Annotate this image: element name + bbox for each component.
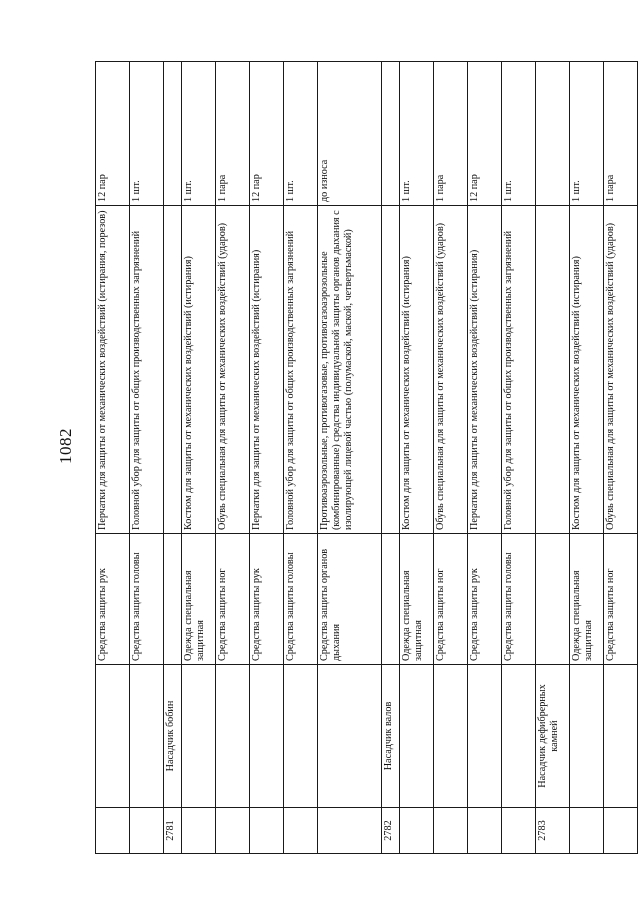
row-number-cell [400, 808, 434, 854]
row-number-cell [284, 808, 318, 854]
table-row [284, 62, 318, 854]
table-row [130, 62, 164, 854]
row-number-cell: 2781 [164, 808, 182, 854]
ppe-item-cell: Головной убор для защиты от общих производственных загрязнений [130, 206, 164, 534]
issue-norm-cell [536, 62, 570, 206]
row-number-cell: 2783 [536, 808, 570, 854]
ppe-category-cell: Средства защиты ног [434, 534, 468, 665]
table-body [96, 62, 638, 854]
row-number-cell [570, 808, 604, 854]
issue-norm-cell: 1 пара [216, 62, 250, 206]
issue-norm-cell: до износа [318, 62, 382, 206]
table-container [95, 62, 616, 854]
ppe-category-cell: Одежда специальная защитная [570, 534, 604, 665]
profession-cell [250, 665, 284, 808]
issue-norm-cell: 1 шт. [570, 62, 604, 206]
ppe-item-cell: Обувь специальная для защиты от механических воздействий (ударов) [604, 206, 638, 534]
profession-cell [130, 665, 164, 808]
table-row [164, 62, 182, 854]
row-number-cell [250, 808, 284, 854]
issue-norm-cell: 1 шт. [400, 62, 434, 206]
profession-cell: Насадчик валов [382, 665, 400, 808]
issue-norm-cell [164, 62, 182, 206]
row-number-cell [468, 808, 502, 854]
ppe-item-cell: Перчатки для защиты от механических воздействий (истирания) [468, 206, 502, 534]
issue-norm-cell: 12 пар [96, 62, 130, 206]
table-row [182, 62, 216, 854]
ppe-item-cell: Противоаэрозольные, противогазовые, противогазоаэрозольные (комбинированные) средства индивидуальной защиты органов дыхания с изолирующей лицевой частью (полумаской, маской, четвертьмаской) [318, 206, 382, 534]
table-row [382, 62, 400, 854]
ppe-category-cell: Средства защиты рук [250, 534, 284, 665]
ppe-item-cell [164, 206, 182, 534]
ppe-category-cell [382, 534, 400, 665]
row-number-cell [604, 808, 638, 854]
ppe-category-cell: Средства защиты головы [130, 534, 164, 665]
profession-cell [318, 665, 382, 808]
profession-cell [502, 665, 536, 808]
row-number-cell [96, 808, 130, 854]
row-number-cell [216, 808, 250, 854]
table-row [468, 62, 502, 854]
profession-cell: Насадчик дефибрерных камней [536, 665, 570, 808]
row-number-cell [318, 808, 382, 854]
ppe-item-cell: Костюм для защиты от механических воздействий (истирания) [400, 206, 434, 534]
profession-cell [182, 665, 216, 808]
ppe-category-cell: Одежда специальная защитная [400, 534, 434, 665]
ppe-item-cell: Головной убор для защиты от общих производственных загрязнений [502, 206, 536, 534]
table-row [250, 62, 284, 854]
issue-norm-cell: 1 шт. [284, 62, 318, 206]
ppe-category-cell [536, 534, 570, 665]
row-number-cell: 2782 [382, 808, 400, 854]
row-number-cell [502, 808, 536, 854]
table-row [604, 62, 638, 854]
row-number-cell [434, 808, 468, 854]
rotated-table-frame [95, 62, 616, 854]
ppe-category-cell: Средства защиты рук [468, 534, 502, 665]
table-row [502, 62, 536, 854]
ppe-item-cell: Обувь специальная для защиты от механических воздействий (ударов) [216, 206, 250, 534]
table-row [570, 62, 604, 854]
ppe-item-cell: Обувь специальная для защиты от механических воздействий (ударов) [434, 206, 468, 534]
issue-norm-cell: 1 шт. [502, 62, 536, 206]
ppe-item-cell: Перчатки для защиты от механических воздействий (истирания, порезов) [96, 206, 130, 534]
table-row [96, 62, 130, 854]
table-row [216, 62, 250, 854]
issue-norm-cell: 1 пара [604, 62, 638, 206]
ppe-category-cell: Одежда специальная защитная [182, 534, 216, 665]
issue-norm-cell: 12 пар [468, 62, 502, 206]
ppe-norms-table [95, 61, 638, 854]
ppe-category-cell: Средства защиты рук [96, 534, 130, 665]
profession-cell: Насадчик бобин [164, 665, 182, 808]
row-number-cell [182, 808, 216, 854]
ppe-category-cell: Средства защиты ног [216, 534, 250, 665]
table-row [536, 62, 570, 854]
profession-cell [570, 665, 604, 808]
ppe-category-cell: Средства защиты органов дыхания [318, 534, 382, 665]
table-row [434, 62, 468, 854]
issue-norm-cell: 1 шт. [182, 62, 216, 206]
ppe-item-cell: Головной убор для защиты от общих производственных загрязнений [284, 206, 318, 534]
profession-cell [96, 665, 130, 808]
profession-cell [284, 665, 318, 808]
ppe-item-cell: Костюм для защиты от механических воздействий (истирания) [182, 206, 216, 534]
table-row [400, 62, 434, 854]
profession-cell [468, 665, 502, 808]
page-number: 1082 [56, 428, 75, 464]
ppe-item-cell: Костюм для защиты от механических воздействий (истирания) [570, 206, 604, 534]
table-row [318, 62, 382, 854]
issue-norm-cell [382, 62, 400, 206]
profession-cell [434, 665, 468, 808]
issue-norm-cell: 1 пара [434, 62, 468, 206]
profession-cell [604, 665, 638, 808]
ppe-category-cell: Средства защиты головы [284, 534, 318, 665]
ppe-item-cell [382, 206, 400, 534]
profession-cell [216, 665, 250, 808]
issue-norm-cell: 12 пар [250, 62, 284, 206]
ppe-item-cell [536, 206, 570, 534]
ppe-category-cell: Средства защиты головы [502, 534, 536, 665]
ppe-item-cell: Перчатки для защиты от механических воздействий (истирания) [250, 206, 284, 534]
profession-cell [400, 665, 434, 808]
issue-norm-cell: 1 шт. [130, 62, 164, 206]
ppe-category-cell [164, 534, 182, 665]
ppe-category-cell: Средства защиты ног [604, 534, 638, 665]
row-number-cell [130, 808, 164, 854]
